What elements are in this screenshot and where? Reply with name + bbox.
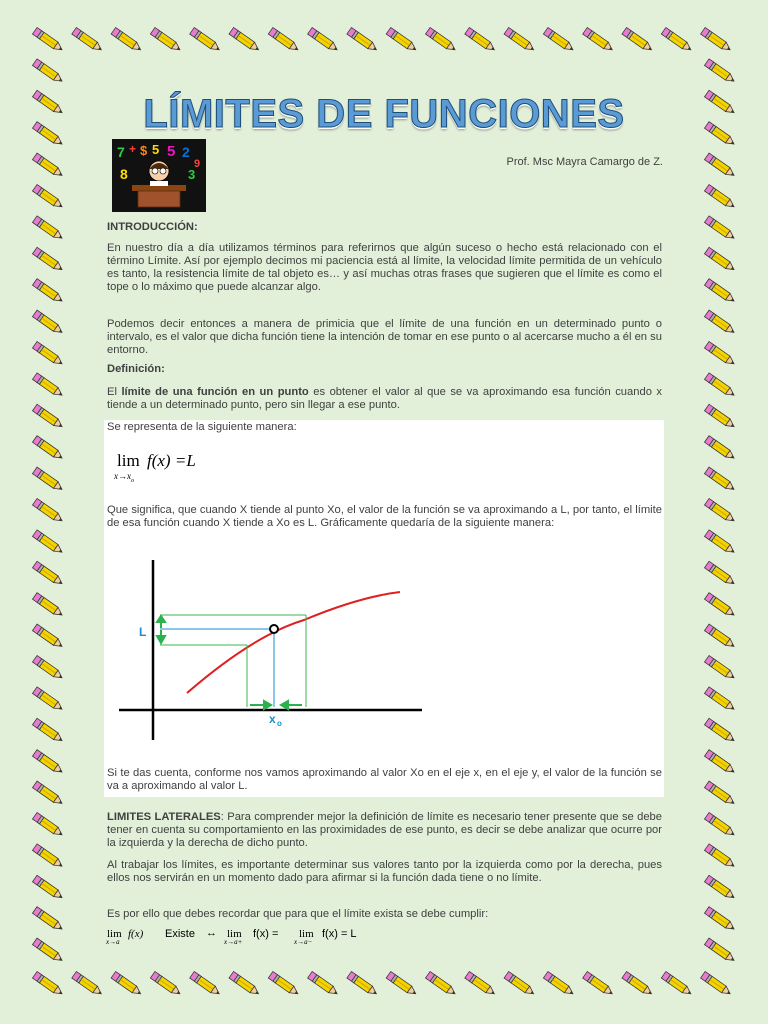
pencil-icon: [32, 624, 64, 650]
pencil-icon: [32, 279, 64, 305]
pencil-icon: [32, 875, 64, 901]
formula-sub-index: o: [131, 477, 134, 484]
laterals-heading: LIMITES LATERALES: [107, 811, 221, 823]
pencil-icon: [32, 153, 64, 179]
graph-label-L: L: [139, 625, 147, 639]
pencil-icon: [72, 27, 104, 53]
intro-paragraph-2: Podemos decir entonces a manera de primicia que el límite de una función en un determinado punto o intervalo, es el valor que dicha función tiene la intención de tomar en ese punto o al acercarse mucho a él en su entorno.: [107, 318, 662, 356]
lat-mid: f(x) =: [253, 928, 279, 940]
pencil-icon: [704, 875, 736, 901]
pencil-icon: [32, 216, 64, 242]
representation-intro: Se representa de la siguiente manera:: [107, 421, 297, 433]
lat-sub-1: x→a: [106, 938, 120, 946]
pencil-icon: [32, 812, 64, 838]
lat-existe: Existe: [165, 928, 195, 940]
lat-sub-3: x→a−: [294, 938, 313, 946]
lateral-limits-formula: [107, 928, 407, 950]
svg-text:+: +: [129, 142, 137, 156]
pencil-icon: [583, 27, 615, 53]
pencil-icon: [229, 971, 261, 997]
pencil-icon: [504, 27, 536, 53]
pencil-icon: [150, 971, 182, 997]
pencil-icon: [661, 27, 693, 53]
pencil-icon: [543, 27, 575, 53]
intro-paragraph-1: En nuestro día a día utilizamos términos para referirnos que algún suceso o hecho está relacionado con el término Límite. Así por ejemplo decimos mi paciencia está al límite, la velocidad límite permitida de un vehículo es tanto, la resistencia límite de tal objeto es… y así muchas otras frases que sugieren que el límite es como el tope o lo máximo que puede alcanzar algo.: [107, 242, 662, 293]
graph-label-x-index: o: [277, 719, 282, 728]
lat-fx: f(x): [128, 928, 144, 940]
pencil-icon: [32, 938, 64, 964]
pencil-icon: [32, 310, 64, 336]
pencil-icon: [32, 467, 64, 493]
pencil-icon: [386, 971, 418, 997]
pencil-icon: [32, 844, 64, 870]
pencil-icon: [704, 247, 736, 273]
definition-rest: es obtener el valor al que se va aproximando esa función cuando x tiende a un determinado punto, pero sin llegar a ese punto.: [107, 386, 662, 411]
pencil-icon: [622, 971, 654, 997]
pencil-icon: [704, 530, 736, 556]
formula-subscript: [114, 471, 134, 484]
lat-sub-2: x→a+: [224, 938, 243, 946]
pencil-icon: [32, 561, 64, 587]
pencil-icon: [32, 655, 64, 681]
pencil-icon: [268, 27, 300, 53]
intro-heading: INTRODUCCIÓN:: [107, 221, 198, 233]
pencil-icon: [386, 27, 418, 53]
pencil-icon: [704, 812, 736, 838]
pencil-icon: [661, 971, 693, 997]
pencil-icon: [32, 593, 64, 619]
pencil-icon: [704, 718, 736, 744]
lat-end: f(x) = L: [322, 928, 357, 940]
pencil-icon: [425, 971, 457, 997]
laterals-paragraph-3: Es por ello que debes recordar que para que el límite exista se debe cumplir:: [107, 908, 489, 920]
pencil-icon: [704, 655, 736, 681]
definition-bold: límite de una función en un punto: [121, 386, 309, 398]
pencil-icon: [704, 907, 736, 933]
laterals-text-1: : Para comprender mejor la definición de límite es necesario tener presente que se debe tener en cuenta su comportamiento en las proximidades de ese punto, es decir se debe analizar que ocurre por la izquierda y la derecha de dicho punto.: [107, 811, 662, 849]
laterals-paragraph-1: [107, 811, 662, 850]
pencil-icon: [704, 310, 736, 336]
formula-sub-text: x→x: [114, 471, 131, 481]
definition-prefix: El: [107, 386, 122, 398]
svg-text:5: 5: [167, 143, 176, 160]
pencil-icon: [32, 404, 64, 430]
pencil-icon: [704, 781, 736, 807]
limit-point: [270, 625, 278, 633]
pencil-icon: [704, 687, 736, 713]
pencil-icon: [32, 184, 64, 210]
pencil-icon: [190, 971, 222, 997]
svg-text:9: 9: [194, 158, 201, 170]
author-name: Prof. Msc Mayra Camargo de Z.: [506, 156, 663, 168]
svg-text:5: 5: [152, 142, 160, 157]
child-math-teacher-clipart-icon: [112, 139, 206, 212]
pencil-icon: [704, 216, 736, 242]
pencil-icon: [32, 59, 64, 85]
pencil-icon: [32, 498, 64, 524]
pencil-icon: [704, 279, 736, 305]
pencil-icon: [32, 27, 64, 53]
pencil-icon: [504, 971, 536, 997]
definition-heading: Definición:: [107, 363, 165, 375]
pencil-icon: [704, 498, 736, 524]
pencil-icon: [704, 436, 736, 462]
pencil-icon: [465, 27, 497, 53]
lat-iff: ↔: [206, 927, 217, 939]
limit-graph: [104, 550, 434, 750]
pencil-icon: [268, 971, 300, 997]
representation-after: Si te das cuenta, conforme nos vamos aproximando al valor Xo en el eje x, en el eje y, el valor de la función se va a aproximando al valor L.: [107, 767, 662, 792]
pencil-icon: [704, 938, 736, 964]
pencil-icon: [704, 624, 736, 650]
limit-formula: [114, 451, 257, 487]
pencil-icon: [583, 971, 615, 997]
pencil-icon: [704, 844, 736, 870]
pencil-icon: [704, 59, 736, 85]
pencil-icon: [190, 27, 222, 53]
pencil-icon: [32, 530, 64, 556]
pencil-icon: [32, 436, 64, 462]
pencil-icon: [465, 971, 497, 997]
pencil-icon: [347, 27, 379, 53]
pencil-icon: [347, 971, 379, 997]
pencil-icon: [32, 781, 64, 807]
svg-text:2: 2: [182, 144, 190, 160]
formula-lim: lim: [117, 451, 140, 470]
representation-meaning: Que significa, que cuando X tiende al punto Xo, el valor de la función se va aproximando a L, por tanto, el límite de esa función cuando X tiende a Xo es L. Gráficamente quedaría de la siguiente manera:: [107, 504, 662, 529]
pencil-icon: [704, 467, 736, 493]
svg-text:7: 7: [117, 144, 125, 160]
pencil-icon: [150, 27, 182, 53]
pencil-icon: [704, 593, 736, 619]
lat-lim-1: lim: [107, 928, 122, 940]
formula-body: f(x) =L: [147, 451, 196, 470]
pencil-icon: [32, 971, 64, 997]
pencil-icon: [229, 27, 261, 53]
logo-image: [112, 139, 206, 212]
svg-text:$: $: [140, 143, 148, 158]
pencil-icon: [704, 341, 736, 367]
pencil-icon: [704, 184, 736, 210]
pencil-icon: [72, 971, 104, 997]
pencil-icon: [704, 404, 736, 430]
pencil-icon: [308, 27, 340, 53]
pencil-icon: [32, 247, 64, 273]
graph-label-x: x: [269, 712, 276, 726]
definition-paragraph: [107, 386, 662, 412]
pencil-icon: [704, 373, 736, 399]
lat-lim-3: lim: [299, 928, 314, 940]
pencil-icon: [704, 153, 736, 179]
lat-lim-2: lim: [227, 928, 242, 940]
laterals-paragraph-2: Al trabajar los límites, es importante determinar sus valores tanto por la izquierda como por la derecha, pues ellos nos servirán en un momento dado para afirmar si la función dada tiene o no límite.: [107, 859, 662, 884]
function-curve: [187, 592, 400, 693]
pencil-icon: [622, 27, 654, 53]
pencil-icon: [32, 750, 64, 776]
pencil-icon: [308, 971, 340, 997]
pencil-icon: [32, 373, 64, 399]
svg-text:3: 3: [188, 167, 196, 182]
pencil-icon: [32, 341, 64, 367]
svg-text:8: 8: [120, 166, 128, 182]
pencil-icon: [32, 687, 64, 713]
pencil-icon: [425, 27, 457, 53]
pencil-icon: [701, 27, 733, 53]
pencil-icon: [32, 907, 64, 933]
pencil-icon: [32, 718, 64, 744]
pencil-icon: [543, 971, 575, 997]
page-title: LÍMITES DE FUNCIONES: [143, 92, 625, 136]
pencil-icon: [111, 27, 143, 53]
pencil-icon: [111, 971, 143, 997]
pencil-icon: [704, 750, 736, 776]
pencil-icon: [701, 971, 733, 997]
pencil-icon: [704, 561, 736, 587]
